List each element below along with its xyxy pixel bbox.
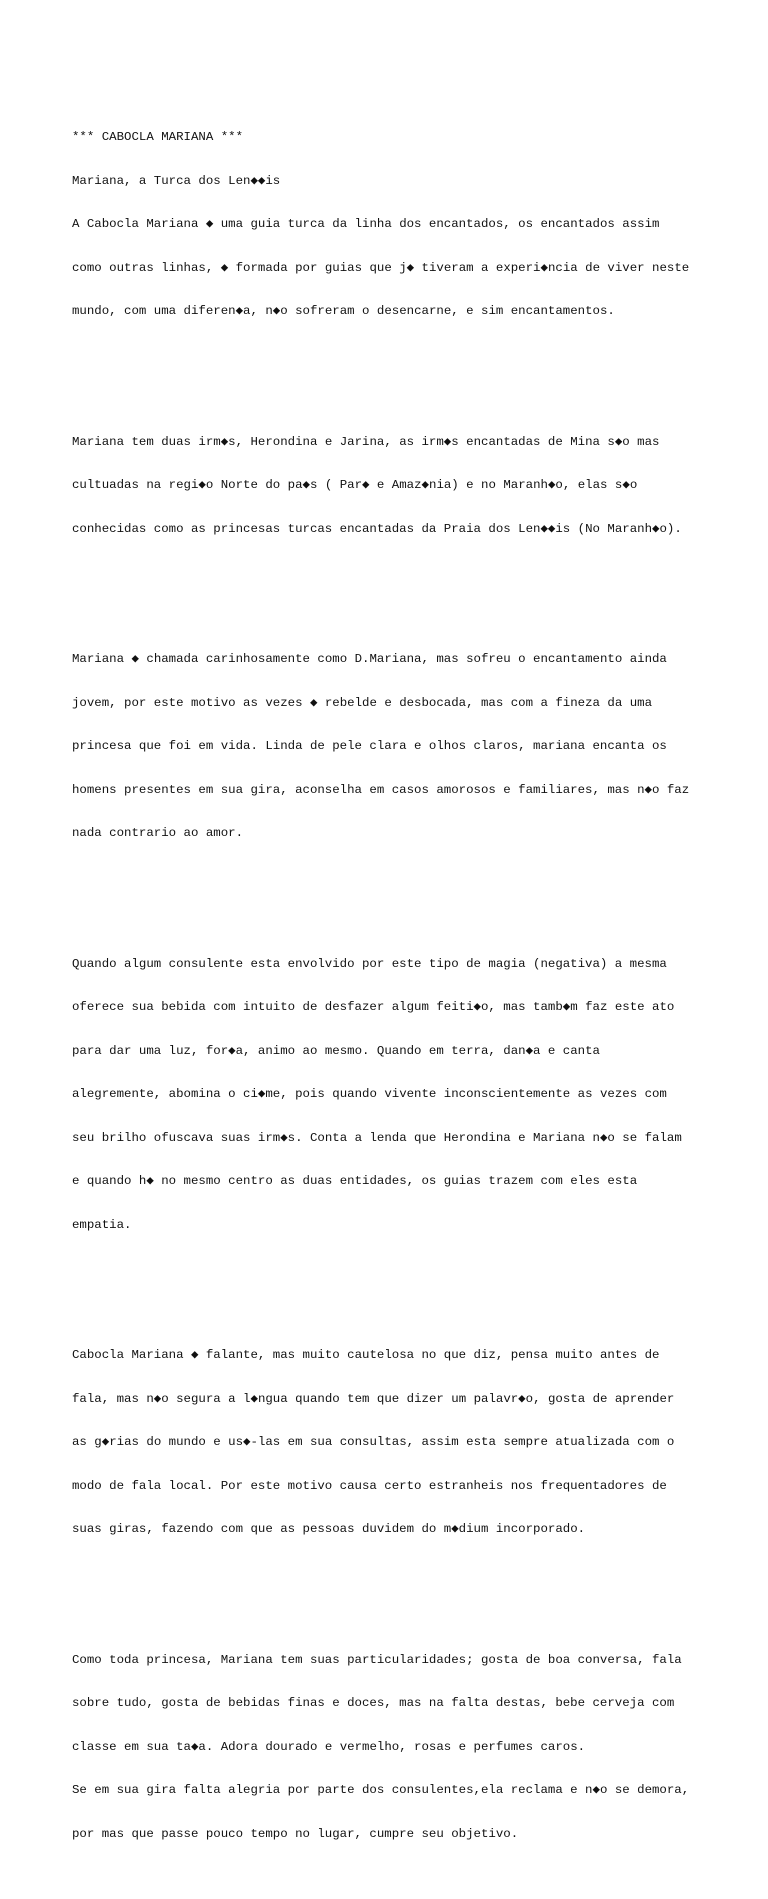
text-line: suas giras, fazendo com que as pessoas duvidem do m◆dium incorporado. — [72, 1522, 586, 1536]
text-line: oferece sua bebida com intuito de desfazer algum feiti◆o, mas tamb◆m faz este ato — [72, 1000, 675, 1014]
text-line: cultuadas na regi◆o Norte do pa◆s ( Par◆ e Amaz◆nia) e no Maranh◆o, elas s◆o — [72, 478, 638, 492]
text-line: Mariana tem duas irm◆s, Herondina e Jarina, as irm◆s encantadas de Mina s◆o mas — [72, 434, 660, 449]
text-line: para dar uma luz, for◆a, animo ao mesmo. Quando em terra, dan◆a e canta — [72, 1043, 600, 1058]
text-line: empatia. — [72, 1217, 132, 1232]
text-line: conhecidas como as princesas turcas encantadas da Praia dos Len◆◆is (No Maranh◆o). — [72, 521, 682, 536]
paragraph-dona-mariana — [72, 623, 712, 870]
text-line: A Cabocla Mariana ◆ uma guia turca da linha dos encantados, os encantados assim — [72, 217, 660, 231]
text-line: Como toda princesa, Mariana tem suas particularidades; gosta de boa conversa, fala — [72, 1652, 682, 1667]
text-line: mundo, com uma diferen◆a, n◆o sofreram o desencarne, e sim encantamentos. — [72, 304, 615, 318]
document-subtitle: Mariana, a Turca dos Len◆◆is — [72, 173, 281, 188]
document-title: *** CABOCLA MARIANA *** — [72, 130, 244, 144]
text-line: modo de fala local. Por este motivo causa certo estranheis nos frequentadores de — [72, 1478, 667, 1493]
paragraph-falante — [72, 1319, 712, 1566]
text-line: fala, mas n◆o segura a l◆ngua quando tem que dizer um palavr◆o, gosta de aprender — [72, 1391, 675, 1406]
paragraph-consulente — [72, 928, 712, 1262]
document-body — [72, 72, 712, 1899]
text-line: como outras linhas, ◆ formada por guias que j◆ tiveram a experi◆ncia de viver neste — [72, 260, 690, 275]
paragraph-princesa — [72, 1624, 712, 1871]
text-line: e quando h◆ no mesmo centro as duas entidades, os guias trazem com eles esta — [72, 1174, 638, 1188]
text-line: sobre tudo, gosta de bebidas finas e doces, mas na falta destas, bebe cerveja com — [72, 1696, 675, 1710]
text-line: Quando algum consulente esta envolvido por este tipo de magia (negativa) a mesma — [72, 956, 667, 971]
text-line: jovem, por este motivo as vezes ◆ rebelde e desbocada, mas com a fineza da uma — [72, 695, 653, 710]
text-line: nada contrario ao amor. — [72, 826, 244, 840]
text-line: Mariana ◆ chamada carinhosamente como D.Mariana, mas sofreu o encantamento ainda — [72, 652, 667, 666]
text-line: por mas que passe pouco tempo no lugar, cumpre seu objetivo. — [72, 1826, 519, 1841]
text-line: seu brilho ofuscava suas irm◆s. Conta a lenda que Herondina e Mariana n◆o se falam — [72, 1130, 682, 1145]
text-line: Cabocla Mariana ◆ falante, mas muito cautelosa no que diz, pensa muito antes de — [72, 1348, 660, 1362]
text-line: Se em sua gira falta alegria por parte dos consulentes,ela reclama e n◆o se demora, — [72, 1783, 690, 1797]
header-block — [72, 101, 712, 348]
text-line: princesa que foi em vida. Linda de pele clara e olhos claros, mariana encanta os — [72, 739, 667, 753]
paragraph-sisters — [72, 406, 712, 566]
text-line: as g◆rias do mundo e us◆-las em sua consultas, assim esta sempre atualizada com o — [72, 1435, 675, 1449]
text-line: alegremente, abomina o ci◆me, pois quando vivente inconscientemente as vezes com — [72, 1087, 667, 1101]
text-line: homens presentes em sua gira, aconselha em casos amorosos e familiares, mas n◆o faz — [72, 782, 690, 797]
text-line: classe em sua ta◆a. Adora dourado e vermelho, rosas e perfumes caros. — [72, 1739, 586, 1754]
